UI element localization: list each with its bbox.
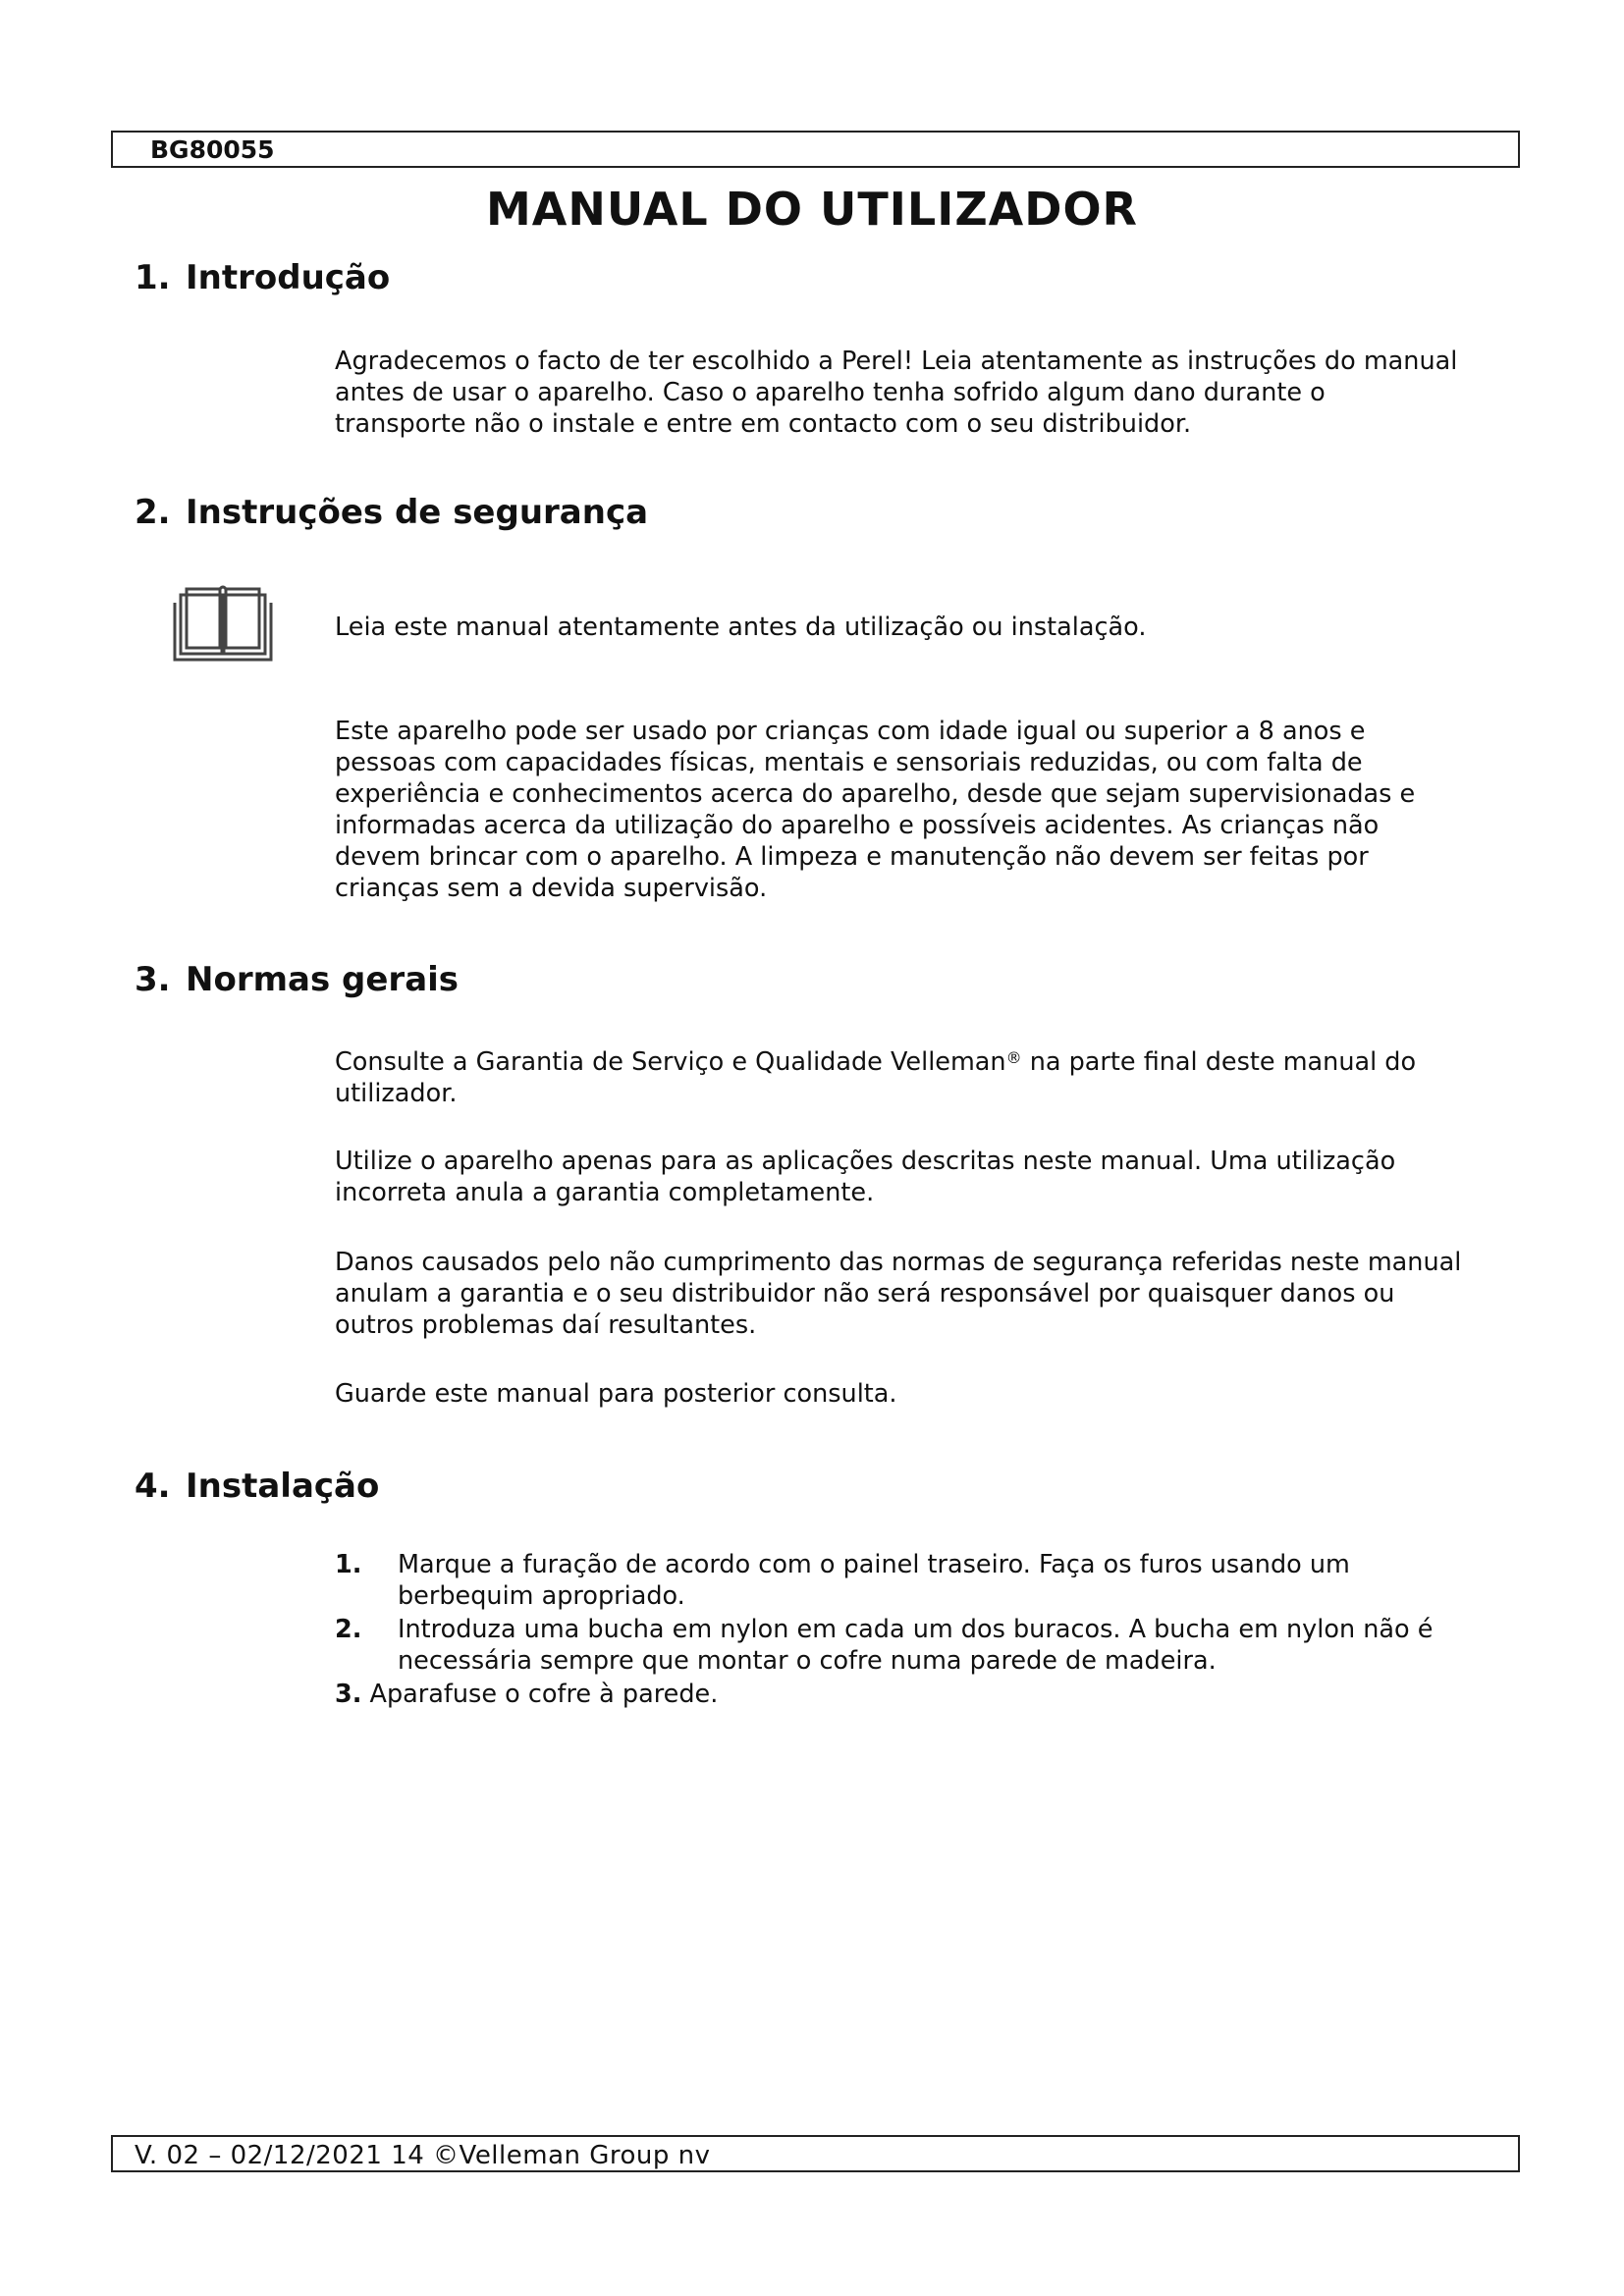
step-number: 1.	[335, 1550, 362, 1579]
intro-paragraph: Agradecemos o facto de ter escolhido a Perel! Leia atentamente as instruções do manual antes de usar o aparelho. Caso o aparelho tenha sofrido algum dano durante o transporte não o instale e entre em contacto com o seu distribuidor.	[335, 347, 1458, 439]
step-number: 2.	[335, 1615, 362, 1644]
step-number: 3.	[335, 1680, 362, 1709]
keep-manual-paragraph: Guarde este manual para posterior consulta.	[335, 1379, 897, 1409]
section-title: Normas gerais	[186, 960, 460, 999]
section-number: 3.	[135, 960, 171, 999]
model-number: BG80055	[150, 135, 275, 164]
list-item	[335, 1679, 1484, 1710]
safety-paragraph: Este aparelho pode ser usado por crianças com idade igual ou superior a 8 anos e pessoas com capacidades físicas, mentais e sensoriais reduzidas, ou com falta de experiência e conhecimentos acerca do aparelho, desde que sejam supervisionadas e informadas acerca da utilização do aparelho e possíveis acidentes. As crianças não devem brincar com o aparelho. A limpeza e manutenção não devem ser feitas por crianças sem a devida supervisão.	[335, 717, 1416, 903]
footer-text: V. 02 – 02/12/2021 14 ©Velleman Group nv	[135, 2141, 711, 2170]
section-heading-seguranca	[135, 493, 648, 532]
warranty-text: Consulte a Garantia de Serviço e Qualidade Velleman	[335, 1047, 1006, 1077]
section-heading-normas-gerais	[135, 960, 459, 999]
step-text: Marque a furação de acordo com o painel traseiro. Faça os furos usando um berbequim apropriado.	[398, 1550, 1350, 1611]
section-number: 1.	[135, 258, 171, 297]
section-title: Instruções de segurança	[186, 493, 649, 532]
damage-paragraph: Danos causados pelo não cumprimento das normas de segurança referidas neste manual anulam a garantia e o seu distribuidor não será responsável por quaisquer danos ou outros problemas daí resultantes.	[335, 1248, 1462, 1340]
manual-book-icon	[173, 585, 273, 662]
warranty-paragraph	[335, 1046, 1464, 1109]
section-heading-instalacao	[135, 1467, 379, 1506]
list-item	[335, 1549, 1484, 1612]
warranty-text-end: na parte final deste manual do utilizador.	[335, 1047, 1417, 1108]
step-text: Introduza uma bucha em nylon em cada um dos buracos. A bucha em nylon não é necessária sempre que montar o cofre numa parede de madeira.	[398, 1615, 1434, 1676]
safety-read-manual: Leia este manual atentamente antes da utilização ou instalação.	[335, 613, 1147, 642]
list-item	[335, 1614, 1484, 1677]
section-title: Instalação	[186, 1467, 380, 1506]
footer-box	[111, 2135, 1520, 2172]
usage-paragraph: Utilize o aparelho apenas para as aplicações descritas neste manual. Uma utilização incorreta anula a garantia completamente.	[335, 1147, 1396, 1207]
installation-steps	[335, 1549, 1484, 1712]
header-box	[111, 131, 1520, 168]
section-title: Introdução	[186, 258, 391, 297]
section-number: 2.	[135, 493, 171, 532]
page-title: MANUAL DO UTILIZADOR	[486, 183, 1138, 236]
registered-mark: ®	[1005, 1048, 1022, 1067]
step-text: Aparafuse o cofre à parede.	[369, 1680, 719, 1709]
section-number: 4.	[135, 1467, 171, 1506]
section-heading-introducao	[135, 258, 390, 297]
